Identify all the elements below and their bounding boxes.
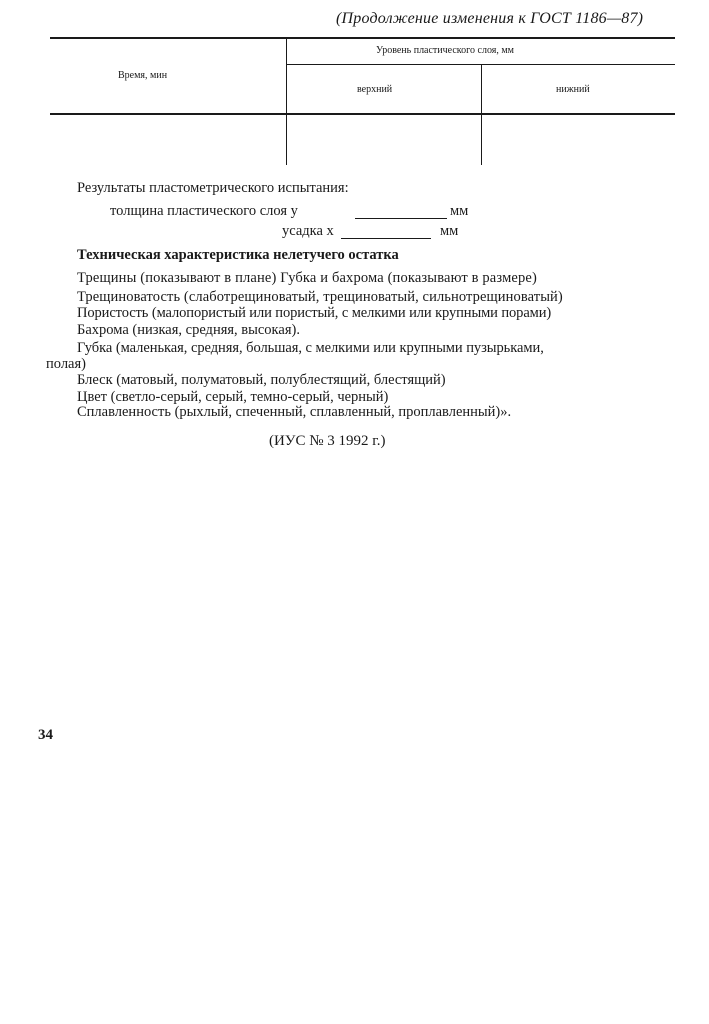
column-header-upper: верхний [357,84,393,95]
residue-line: Цвет (светло-серый, серый, темно-серый, черный) [77,389,389,405]
shrinkage-blank [341,237,431,239]
column-header-time: Время, мин [118,70,168,81]
residue-line: полая) [46,356,86,372]
residue-line: Сплавленность (рыхлый, спеченный, сплавленный, проплавленный)». [77,404,512,420]
thickness-unit: мм [450,203,469,219]
residue-heading: Техническая характеристика нелетучего остатка [77,247,399,263]
table-divider-time [286,39,287,165]
shrinkage-unit: мм [440,223,459,239]
header-note: (Продолжение изменения к ГОСТ 1186—87) [336,10,644,27]
residue-line: Трещиноватость (слаботрещиноватый, трещиноватый, сильнотрещиноватый) [77,289,563,305]
column-header-lower: нижний [556,84,590,95]
table-header-bottom-rule [50,113,675,115]
source-note: (ИУС № 3 1992 г.) [269,433,386,449]
table-top-rule [50,37,675,39]
page-number: 34 [38,727,53,743]
residue-line: Губка (маленькая, средняя, большая, с мелкими или крупными пузырьками, [77,340,544,356]
thickness-label: толщина пластического слоя у [110,203,298,219]
table-divider-level [481,65,482,165]
residue-line: Бахрома (низкая, средняя, высокая). [77,322,300,338]
results-title: Результаты пластометрического испытания: [77,180,349,196]
column-header-level: Уровень пластического слоя, мм [376,45,515,56]
thickness-blank [355,217,447,219]
shrinkage-label: усадка х [282,223,334,239]
residue-line: Трещины (показывают в плане) Губка и бахрома (показывают в размере) [77,270,537,286]
residue-line: Пористость (малопористый или пористый, с мелкими или крупными порами) [77,305,552,321]
residue-line: Блеск (матовый, полуматовый, полублестящий, блестящий) [77,372,446,388]
